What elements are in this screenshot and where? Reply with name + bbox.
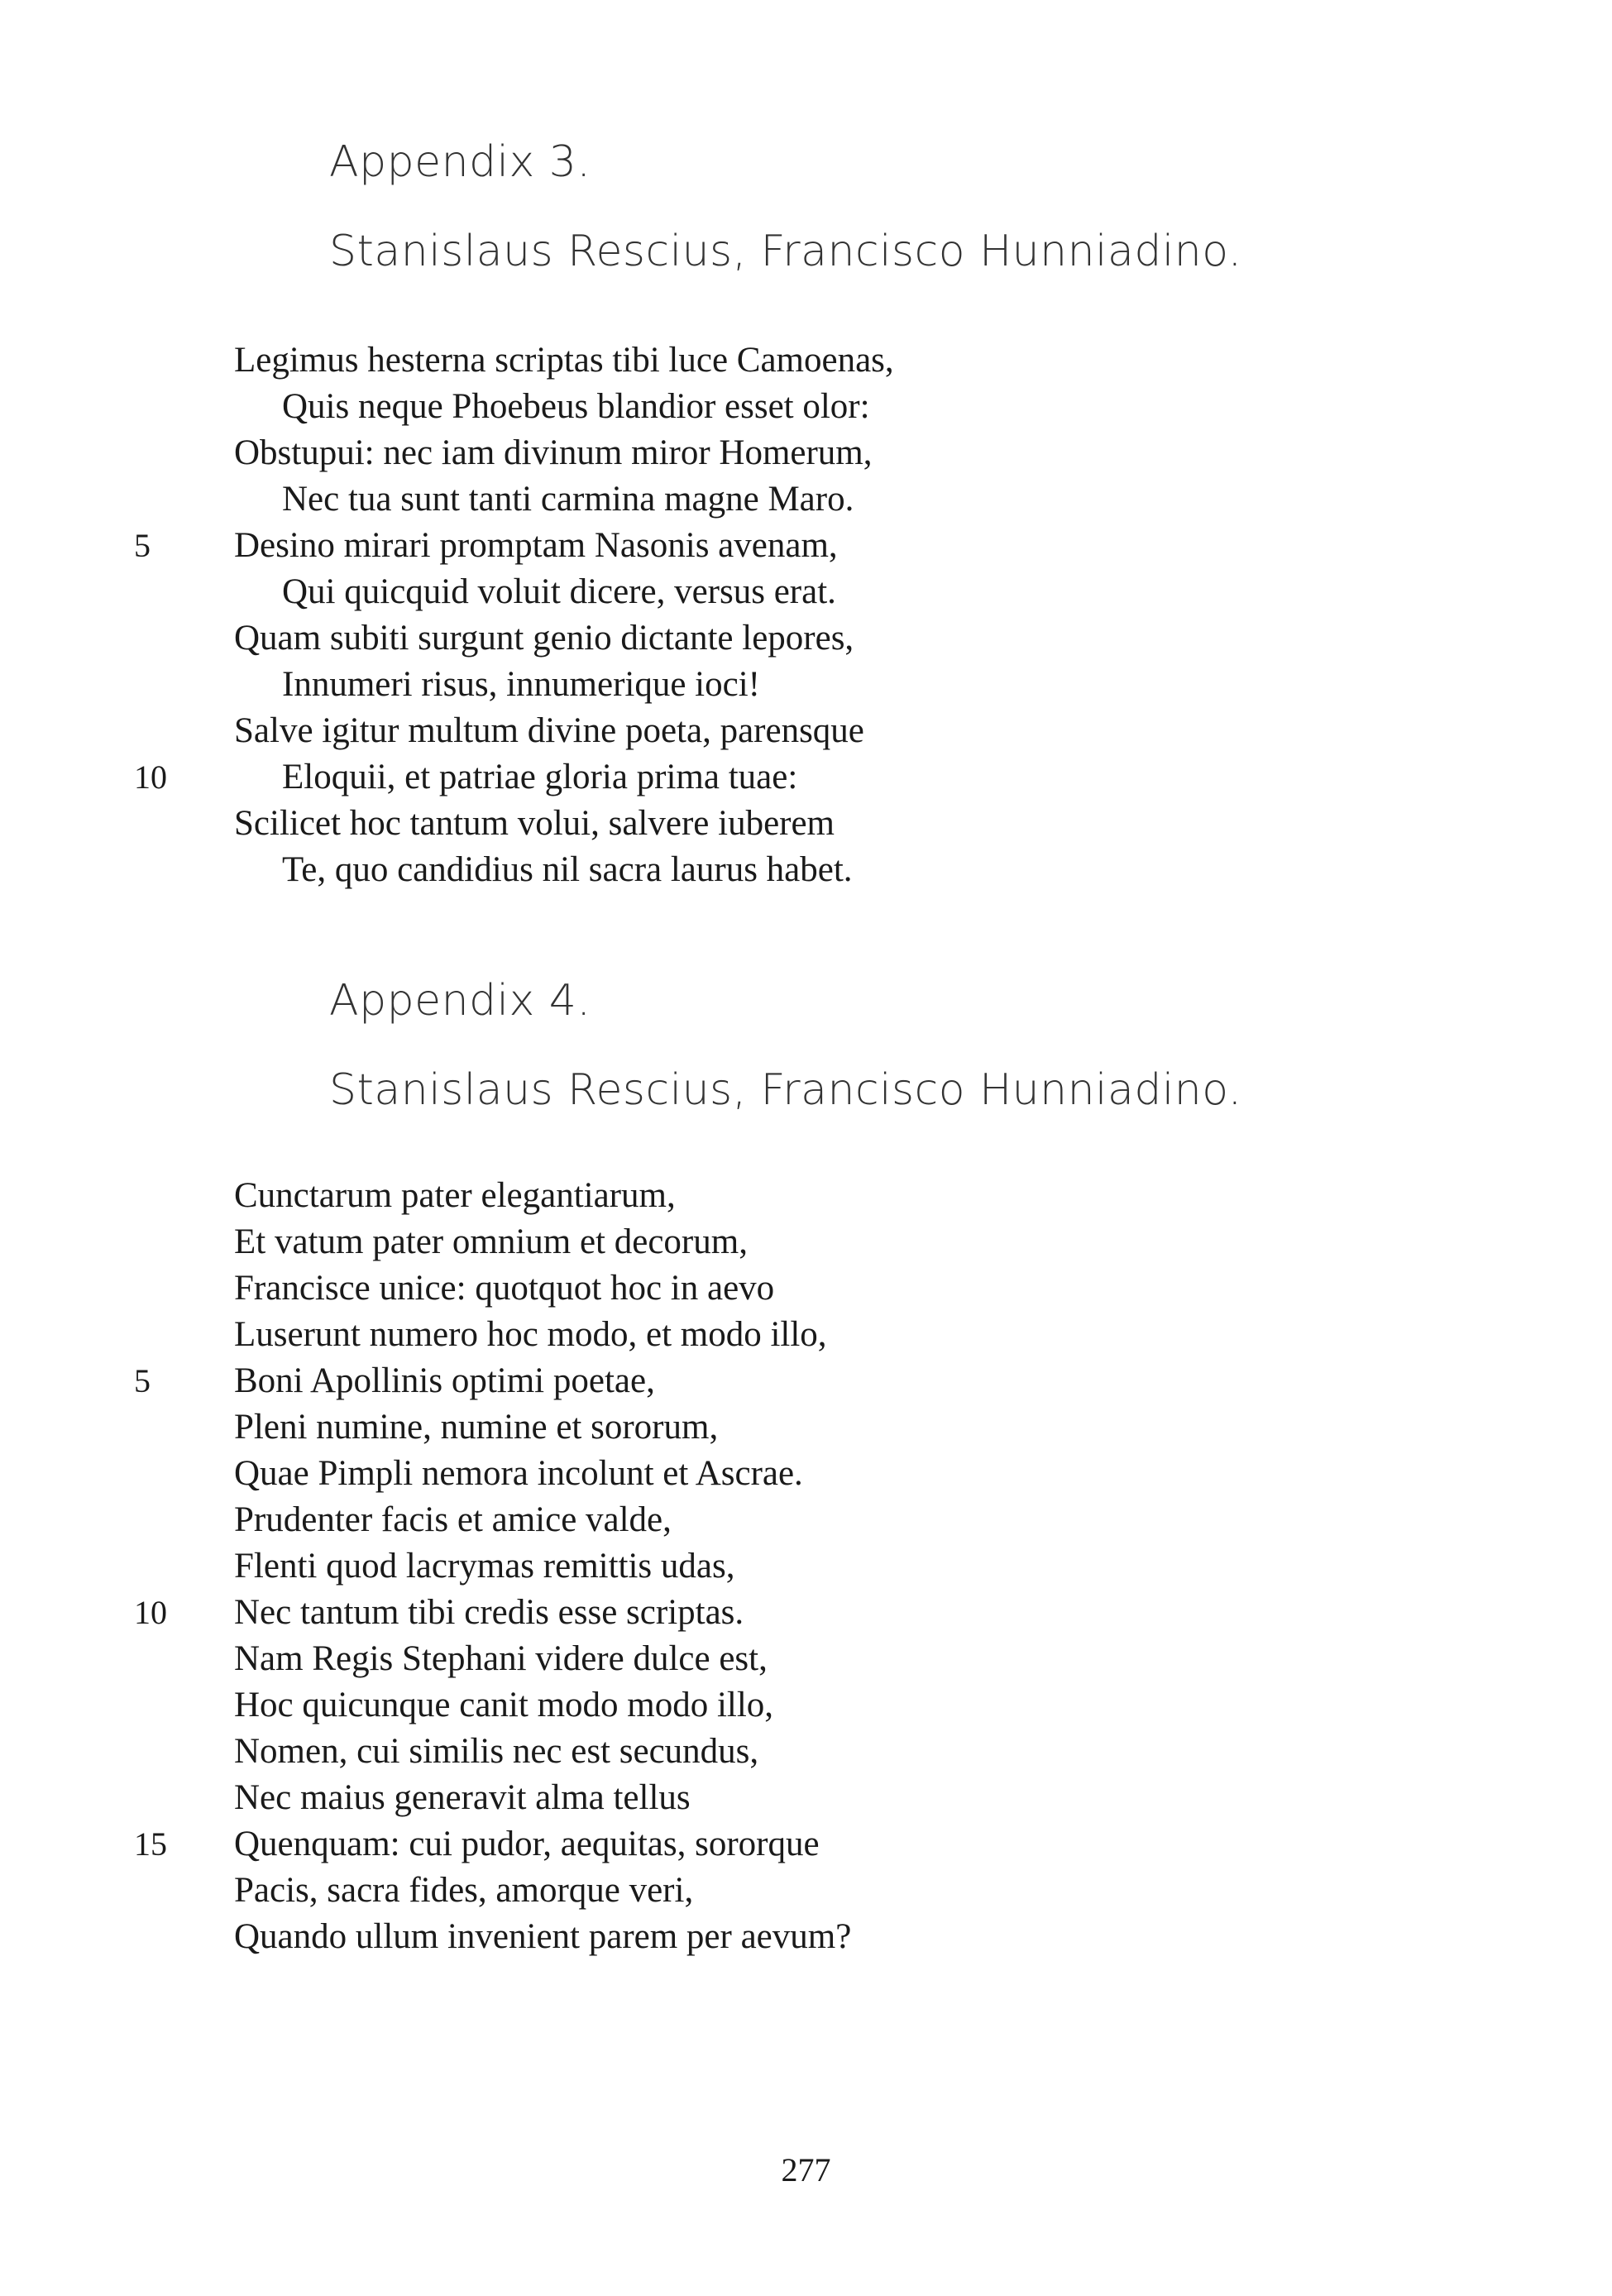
line-text: Nomen, cui similis nec est secundus,	[234, 1732, 759, 1771]
line-text: Quae Pimpli nemora incolunt et Ascrae.	[234, 1454, 803, 1493]
appendix-3-heading: Appendix 3.	[329, 137, 591, 187]
poem-line	[0, 1451, 1612, 1497]
line-text: Qui quicquid voluit dicere, versus erat.	[282, 572, 836, 611]
poem-line	[0, 1312, 1612, 1358]
poem-line	[0, 708, 1612, 754]
poem-line	[0, 1543, 1612, 1590]
poem-line	[0, 1497, 1612, 1543]
line-text: Boni Apollinis optimi poetae,	[234, 1361, 655, 1400]
poem-line	[0, 430, 1612, 476]
line-text: Nec tantum tibi credis esse scriptas.	[234, 1593, 744, 1632]
line-text: Quam subiti surgunt genio dictante lepores,	[234, 619, 854, 658]
line-text: Francisce unice: quotquot hoc in aevo	[234, 1269, 775, 1308]
appendix-4-subheading: Stanislaus Rescius, Francisco Hunniadino.	[329, 1065, 1242, 1115]
line-text: Nam Regis Stephani videre dulce est,	[234, 1639, 768, 1678]
poem-line	[0, 662, 1612, 708]
poem-line	[0, 1404, 1612, 1451]
line-text: Quando ullum invenient parem per aevum?	[234, 1917, 852, 1956]
poem-line	[0, 801, 1612, 847]
poem-line	[0, 337, 1612, 384]
poem-line	[0, 754, 1612, 801]
line-number: 15	[134, 1825, 167, 1863]
line-text: Quis neque Phoebeus blandior esset olor:	[282, 387, 870, 426]
appendix-3-subheading: Stanislaus Rescius, Francisco Hunniadino.	[329, 227, 1242, 276]
line-text: Pleni numine, numine et sororum,	[234, 1408, 719, 1447]
line-text: Desino mirari promptam Nasonis avenam,	[234, 526, 838, 565]
line-text: Cunctarum pater elegantiarum,	[234, 1176, 676, 1215]
poem-line	[0, 1358, 1612, 1404]
line-text: Salve igitur multum divine poeta, parensque	[234, 711, 864, 750]
line-number: 5	[134, 1362, 151, 1399]
poem-line	[0, 1682, 1612, 1729]
line-text: Legimus hesterna scriptas tibi luce Camoenas,	[234, 341, 894, 380]
line-text: Te, quo candidius nil sacra laurus habet.	[282, 850, 853, 889]
line-text: Nec tua sunt tanti carmina magne Maro.	[282, 480, 854, 519]
poem-line	[0, 1821, 1612, 1868]
poem-line	[0, 1636, 1612, 1682]
line-text: Innumeri risus, innumerique ioci!	[282, 665, 760, 704]
appendix-4-heading: Appendix 4.	[329, 976, 591, 1026]
appendix-3-poem	[0, 337, 1612, 893]
line-text: Nec maius generavit alma tellus	[234, 1778, 691, 1817]
poem-line	[0, 523, 1612, 569]
poem-line	[0, 1729, 1612, 1775]
poem-line	[0, 384, 1612, 430]
poem-line	[0, 1590, 1612, 1636]
line-text: Et vatum pater omnium et decorum,	[234, 1222, 748, 1261]
line-text: Prudenter facis et amice valde,	[234, 1500, 672, 1539]
poem-line	[0, 1775, 1612, 1821]
line-number: 10	[134, 1594, 167, 1631]
poem-line	[0, 1868, 1612, 1914]
poem-line	[0, 569, 1612, 615]
line-text: Flenti quod lacrymas remittis udas,	[234, 1547, 735, 1586]
poem-line	[0, 847, 1612, 893]
poem-line	[0, 615, 1612, 662]
line-text: Obstupui: nec iam divinum miror Homerum,	[234, 433, 873, 472]
poem-line	[0, 1914, 1612, 1960]
line-text: Eloquii, et patriae gloria prima tuae:	[282, 758, 798, 796]
line-number: 5	[134, 527, 151, 564]
line-text: Luserunt numero hoc modo, et modo illo,	[234, 1315, 827, 1354]
line-text: Pacis, sacra fides, amorque veri,	[234, 1871, 694, 1910]
poem-line	[0, 1173, 1612, 1219]
line-number: 10	[134, 758, 167, 796]
line-text: Scilicet hoc tantum volui, salvere iuberem	[234, 804, 835, 843]
line-text: Hoc quicunque canit modo modo illo,	[234, 1686, 774, 1724]
appendix-4-poem	[0, 1173, 1612, 1960]
poem-line	[0, 476, 1612, 523]
line-text: Quenquam: cui pudor, aequitas, sororque	[234, 1825, 820, 1863]
page-number: 277	[781, 2151, 831, 2188]
poem-line	[0, 1265, 1612, 1312]
poem-line	[0, 1219, 1612, 1265]
